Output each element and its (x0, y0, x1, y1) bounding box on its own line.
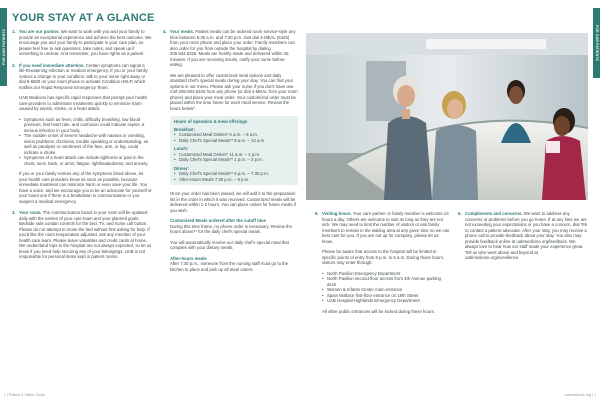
item-paragraph: All other public entrances will be locked during these hours. (322, 308, 435, 314)
bullet-item: • North Pavilion second-floor access from 4th Avenue parking deck (322, 276, 450, 287)
list-item (12, 29, 152, 57)
bullet-item: • Daily Chef's Special Meals** 6 p.m. – 7:30 p.m. (174, 171, 294, 177)
item-paragraph: Please be aware that access to the hospital will be limited to specific points of entry from 8 p.m. to 5 a.m. During those hours, visitors may enter through: (322, 249, 445, 265)
side-tab-right (593, 8, 600, 78)
bullet-item: • After-Hours Meals 7:30 p.m. – 9 p.m. (174, 177, 294, 183)
footer-left: 2 | Patient & Visitor Guide (4, 393, 46, 397)
subheading: After-hours meals (170, 255, 207, 261)
item-heading: You are our partner. (19, 29, 60, 34)
item-text: Your care partner or family member is welcome 24 hours a day. Others are welcome to visit as long as they are not sick. We may need to limit the number of visitors or ask family members to remain in the waiting area at any given time so we can best care for you. If you are not up for company, please let us know. (322, 211, 450, 244)
item-paragraph: After 7:30 p.m., someone from the nursing staff must go to the kitchen to place and pick up all meal orders. (170, 261, 289, 272)
list-item (12, 210, 152, 260)
bullet-item: • Daily Chef's Special Meals** 8 a.m. – 10 a.m. (174, 138, 294, 144)
bullet-item: • Customized Meal Orders* 6 a.m. – 8 a.m. (174, 132, 294, 138)
item-number: 4. (163, 29, 167, 34)
column-2 (163, 29, 298, 278)
breakfast-label: Breakfast: (174, 126, 196, 132)
list-item (458, 211, 588, 261)
column-4 (458, 211, 588, 267)
item-number: 5. (315, 211, 319, 216)
side-tab-right-label: FOR OUR PATIENTS (594, 24, 599, 62)
column-1 (12, 29, 152, 266)
item-text: We want to address any concerns or problems before you go home. If at any time we are not exceeding your expectations or you have a concern, dial *55 to contact a patient advocate. After your stay, you may receive a phone call to provide feedback about your stay. You also may provide feedback online at uabmedicine.org/feedback. We always love to hear how our staff made your experience great. Tell us who went above and beyond at uabmedicine.org/excellence. (465, 211, 588, 260)
list-item (163, 29, 298, 272)
bullet-item: • North Pavilion Emergency Department (322, 271, 450, 277)
bullet-item: • Women & Infants Center main entrance (322, 287, 450, 293)
item-paragraph: Once your order has been placed, we will add it to the preparation list in the order in which it was received. Customized meals will be delivered within 1-2 hours. You can place orders for future meals if you wish. (170, 191, 296, 213)
item-heading: Compliments and concerns. (465, 211, 523, 216)
list-item (315, 211, 450, 314)
bullet-item: • UAB Hospital-Highlands Emergency Department (322, 298, 450, 304)
hospital-reception-photo (306, 33, 588, 200)
side-tab-left (0, 8, 7, 86)
item-heading: If you need immediate attention. (19, 62, 85, 68)
item-paragraph: We are pleased to offer customized meal options and daily standard chef's special meals during your stay. You can find your options in our menu. Please ask your nurse if you don't have one. Call 205-934-6325 from any phone (or dial 4-MEAL from your room phone) and place your meal order. Your customized order must be placed within the time frame for each meal service. Review the hours below*. (170, 72, 298, 111)
item-heading: Visiting hours. (322, 211, 352, 216)
item-heading: Your meals. (170, 29, 195, 34)
item-heading: Your room. (19, 210, 42, 215)
meal-hours-title: Hours of operation & meal offerings (174, 119, 248, 124)
item-text: Certain symptoms can signal a life-threatening infection or medical emergency. If you or your family notices a change in your condition, talk to your nurse right away or dial 5-6600 on your room phone to activate Condition HELP, which notifies our Rapid Response Emergency Team. (19, 62, 148, 90)
item-number: 2. (12, 62, 16, 68)
item-paragraph: If you or your family notices any of the symptoms listed above, let your health care providers know as soon as possible, because immediate treatment can minimize harm or even save your life. You have a voice, and we encourage you to be an advocate for yourself or your loved one if there is a breakdown in communication or you suspect a medical emergency. (19, 171, 152, 204)
item-number: 6. (458, 211, 462, 216)
item-text: We want to work with you and your family to provide an exceptional experience and achieve the best outcome. We encourage you and your family to participate in your care plan, so please feel free to ask questions, take notes, and speak up if something is unclear. And remember, you have rights as a patient. (19, 29, 152, 56)
page-title: YOUR STAY AT A GLANCE (12, 12, 155, 24)
bullet-item: • Spain Wallace first-floor entrance on 19th Street (322, 293, 450, 299)
dinner-label: Dinner: (174, 165, 190, 171)
lunch-label: Lunch: (174, 146, 189, 151)
item-paragraph: UAB Medicine has specific rapid responses that prompt your health care providers to administer treatments quickly to minimize harm caused by sepsis, stroke, or a heart attack. (19, 95, 148, 111)
item-number: 3. (12, 210, 16, 215)
list-item (12, 63, 152, 205)
bullet-item: • Customized Meal Orders* 11 a.m. – 1 p.m. (174, 152, 294, 158)
column-3 (315, 211, 450, 320)
bullet-item: • Symptoms of a heart attack can include tightness or pain in the chest, neck, back, or arms; fatigue; lightheadedness; and anxiety. (19, 155, 152, 166)
item-number: 1. (12, 29, 16, 34)
footer-right: uabmedicine.org | 3 (564, 393, 596, 397)
bullet-item: • Daily Chef's Special Meals** 1 p.m. – 3 p.m. (174, 157, 294, 163)
subheading: Customized Meals ordered after the cutoff time (170, 218, 266, 223)
item-paragraph: During this time frame, no phone order is necessary. Review the hours above** for the daily chef's special meals. (170, 223, 292, 234)
item-paragraph: You will automatically receive our daily chef's special meal that complies with your dietary needs. (170, 239, 289, 250)
side-tab-left-label: FOR OUR PATIENTS (1, 28, 6, 66)
bullet-item: • Symptoms such as fever, chills, difficulty breathing, low blood pressure, fast heart rate, and confusion could indicate sepsis, a serious infection in your body. (19, 117, 152, 134)
meal-hours-box (170, 116, 298, 185)
item-text: Patient meals can be ordered room service-style any time between 6:30 a.m. and 7:30 p.m. Just dial 4-MEAL (6325) from your room phone and place your order. Family members can also order for you from outside the hospital by dialing 205.934.6325. Meals are freshly made and delivered within 45 minutes. If you are receiving insulin, notify your nurse before eating. (170, 29, 296, 67)
bullet-item: • The sudden onset of severe headache with nausea or vomiting, vision problems, dizziness, trouble speaking or understanding, as well as paralysis or numbness of the face, arm, or leg, could indicate a stroke. (19, 133, 152, 155)
item-text: The communication board in your room will be updated daily with the names of your care team and your planned goals. Bedside rails contain controls for the bed, TV, and nurse call button. Please do not attempt to move the bed without first asking for help. If you'd like the room temperature adjusted, ask any member of your health care team. Please leave valuables and credit cards at home. We understand trips to the hospital are not always expected, so let us know if you need help securing any of your belongings. UAB is not responsible for personal items kept in patient rooms. (19, 210, 152, 259)
